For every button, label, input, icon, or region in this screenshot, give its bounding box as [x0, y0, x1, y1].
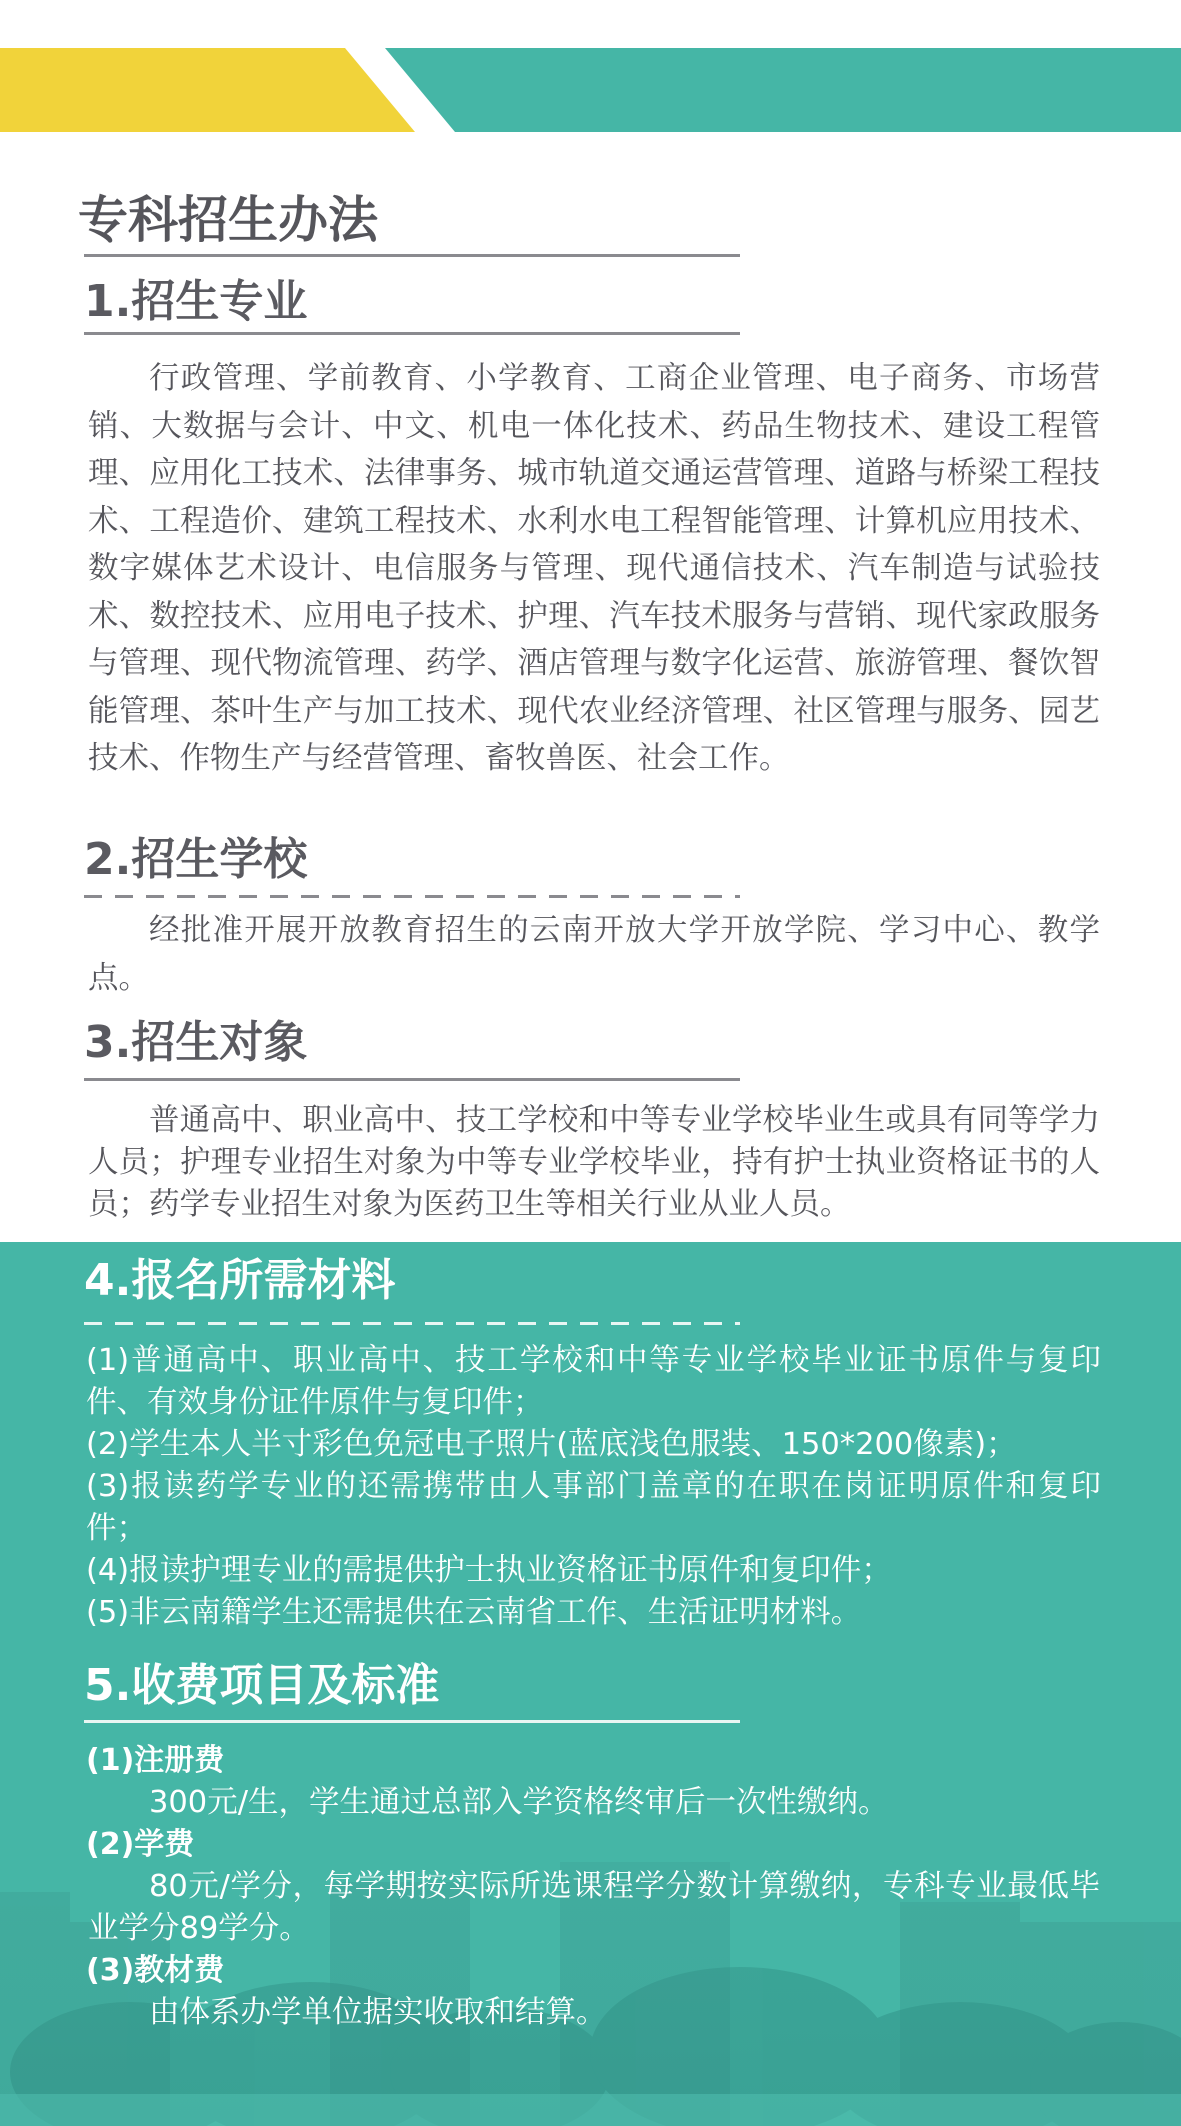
fee-textbook-text: 由体系办学单位据实收取和结算。 [149, 1995, 607, 2030]
materials-item-5: (5)非云南籍学生还需提供在云南省工作、生活证明材料。 [86, 1595, 862, 1630]
materials-item-4: (4)报读护理专业的需提供护士执业资格证书原件和复印件； [86, 1553, 892, 1588]
schools-heading: 2.招生学校 [84, 834, 308, 885]
fee-registration-label: (1)注册费 [86, 1743, 225, 1778]
fee-tuition-text: 80元/学分，每学期按实际所选课程学分数计算缴纳，专科专业最低毕业学分89学分。 [88, 1869, 1100, 1946]
majors-heading: 1.招生专业 [84, 276, 308, 327]
majors-underline [84, 332, 740, 335]
materials-dashed-underline [84, 1322, 740, 1325]
page-title: 专科招生办法 [78, 191, 378, 249]
materials-item-3: (3)报读药学专业的还需携带由人事部门盖章的在职在岗证明原件和复印件； [86, 1469, 1101, 1546]
fee-tuition-label: (2)学费 [86, 1827, 195, 1862]
targets-underline [84, 1078, 740, 1081]
banner-yellow-stripe [0, 48, 415, 132]
title-underline [84, 254, 740, 257]
header-banner [0, 0, 1181, 140]
fee-registration-text: 300元/生，学生通过总部入学资格终审后一次性缴纳。 [149, 1785, 889, 1820]
schools-dashed-underline [84, 895, 740, 898]
targets-heading: 3.招生对象 [84, 1017, 308, 1068]
materials-heading: 4.报名所需材料 [84, 1255, 396, 1306]
schools-text: 经批准开展开放教育招生的云南开放大学开放学院、学习中心、教学点。 [88, 913, 1100, 996]
materials-item-1: (1)普通高中、职业高中、技工学校和中等专业学校毕业证书原件与复印件、有效身份证件原件与复印件； [86, 1343, 1101, 1420]
fees-underline [84, 1720, 740, 1723]
targets-text: 普通高中、职业高中、技工学校和中等专业学校毕业生或具有同等学力人员；护理专业招生对象为中等专业学校毕业，持有护士执业资格证书的人员；药学专业招生对象为医药卫生等相关行业从业人员。 [88, 1103, 1100, 1222]
fees-heading: 5.收费项目及标准 [84, 1660, 440, 1711]
fee-textbook-label: (3)教材费 [86, 1953, 225, 1988]
majors-list-text: 行政管理、学前教育、小学教育、工商企业管理、电子商务、市场营销、大数据与会计、中文、机电一体化技术、药品生物技术、建设工程管理、应用化工技术、法律事务、城市轨道交通运营管理、道路与桥梁工程技术、工程造价、建筑工程技术、水利水电工程智能管理、计算机应用技术、数字媒体艺术设计、电信服务与管理、现代通信技术、汽车制造与试验技术、数控技术、应用电子技术、护理、汽车技术服务与营销、现代家政服务与管理、现代物流管理、药学、酒店管理与数字化运营、旅游管理、餐饮智能管理、茶叶生产与加工技术、现代农业经济管理、社区管理与服务、园艺技术、作物生产与经营管理、畜牧兽医、社会工作。 [88, 361, 1100, 776]
materials-item-2: (2)学生本人半寸彩色免冠电子照片(蓝底浅色服装、150*200像素)； [86, 1427, 1017, 1462]
banner-teal-stripe [385, 48, 1181, 132]
